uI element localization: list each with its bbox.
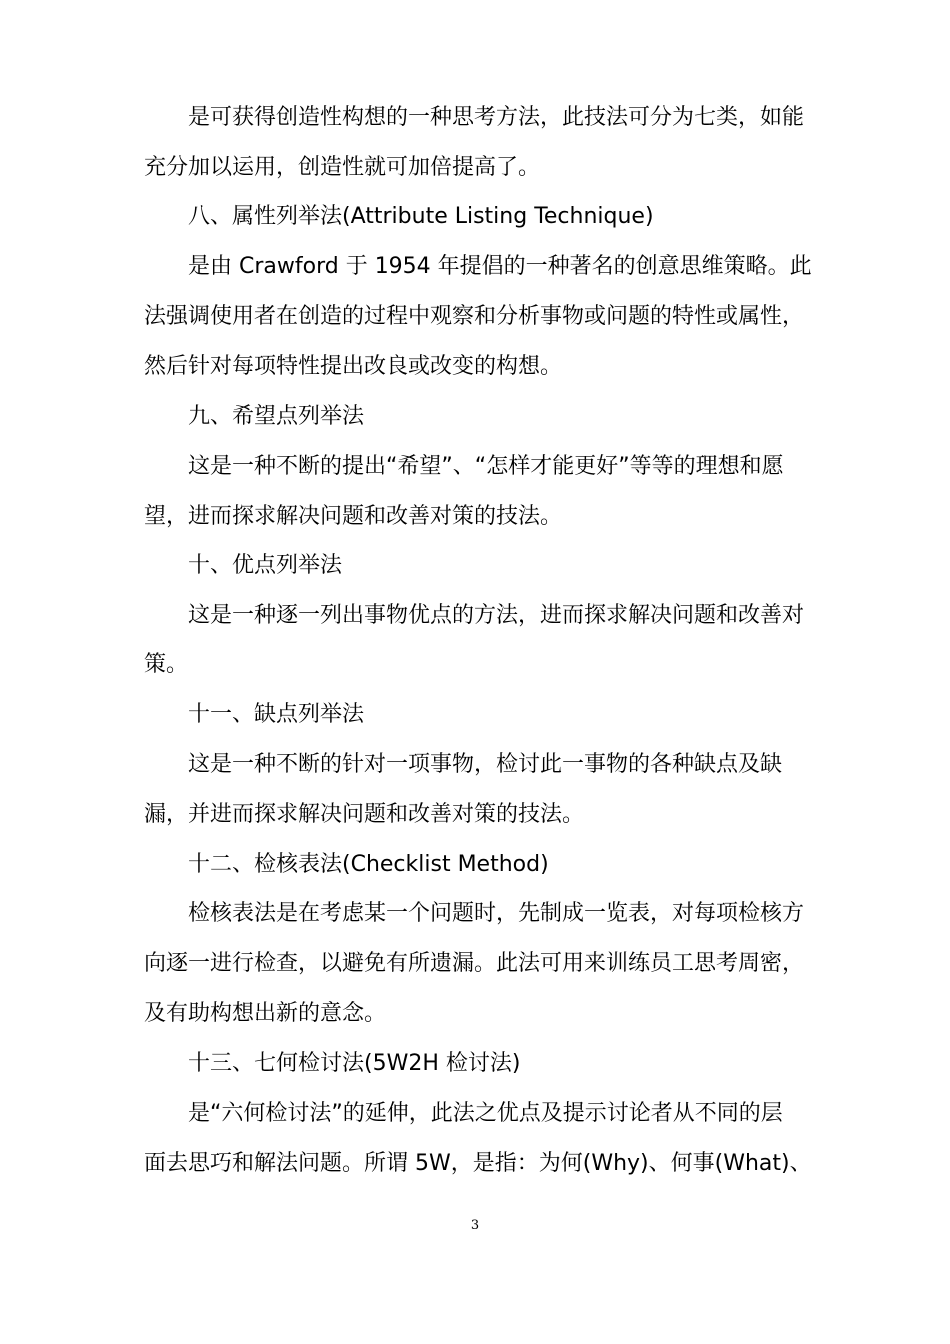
section-heading: 八、属性列举法(Attribute Listing Technique) — [188, 204, 654, 229]
page-number: 3 — [470, 1218, 480, 1233]
paragraph-line: 是可获得创造性构想的一种思考方法，此技法可分为七类，如能 — [188, 105, 805, 130]
paragraph-line: 漏，并进而探求解决问题和改善对策的技法。 — [144, 802, 585, 827]
paragraph-line: 然后针对每项特性提出改良或改变的构想。 — [144, 354, 563, 379]
paragraph-line: 法强调使用者在创造的过程中观察和分析事物或问题的特性或属性， — [144, 304, 805, 329]
paragraph-line: 及有助构想出新的意念。 — [144, 1001, 387, 1026]
paragraph-line: 是由 Crawford 于 1954 年提倡的一种著名的创意思维策略。此 — [188, 254, 812, 279]
paragraph-line: 这是一种逐一列出事物优点的方法，进而探求解决问题和改善对 — [188, 603, 805, 628]
section-heading: 十三、七何检讨法(5W2H 检讨法) — [188, 1051, 521, 1076]
section-heading: 十、优点列举法 — [188, 553, 343, 578]
paragraph-line: 是“六何检讨法”的延伸，此法之优点及提示讨论者从不同的层 — [188, 1101, 783, 1126]
paragraph-line: 面去思巧和解法问题。所谓 5W，是指：为何(Why)、何事(What)、 — [144, 1151, 812, 1176]
paragraph-line: 这是一种不断的提出“希望”、“怎样才能更好”等等的理想和愿 — [188, 454, 784, 479]
paragraph-line: 策。 — [144, 652, 189, 677]
paragraph-line: 这是一种不断的针对一项事物，检讨此一事物的各种缺点及缺 — [188, 752, 783, 777]
paragraph-line: 检核表法是在考虑某一个问题时，先制成一览表，对每项检核方 — [188, 901, 805, 926]
section-heading: 九、希望点列举法 — [188, 404, 365, 429]
paragraph-line: 向逐一进行检查，以避免有所遗漏。此法可用来训练员工思考周密， — [144, 951, 805, 976]
section-heading: 十一、缺点列举法 — [188, 702, 365, 727]
paragraph-line: 充分加以运用，创造性就可加倍提高了。 — [144, 155, 541, 180]
section-heading: 十二、检核表法(Checklist Method) — [188, 852, 549, 877]
paragraph-line: 望，进而探求解决问题和改善对策的技法。 — [144, 504, 563, 529]
